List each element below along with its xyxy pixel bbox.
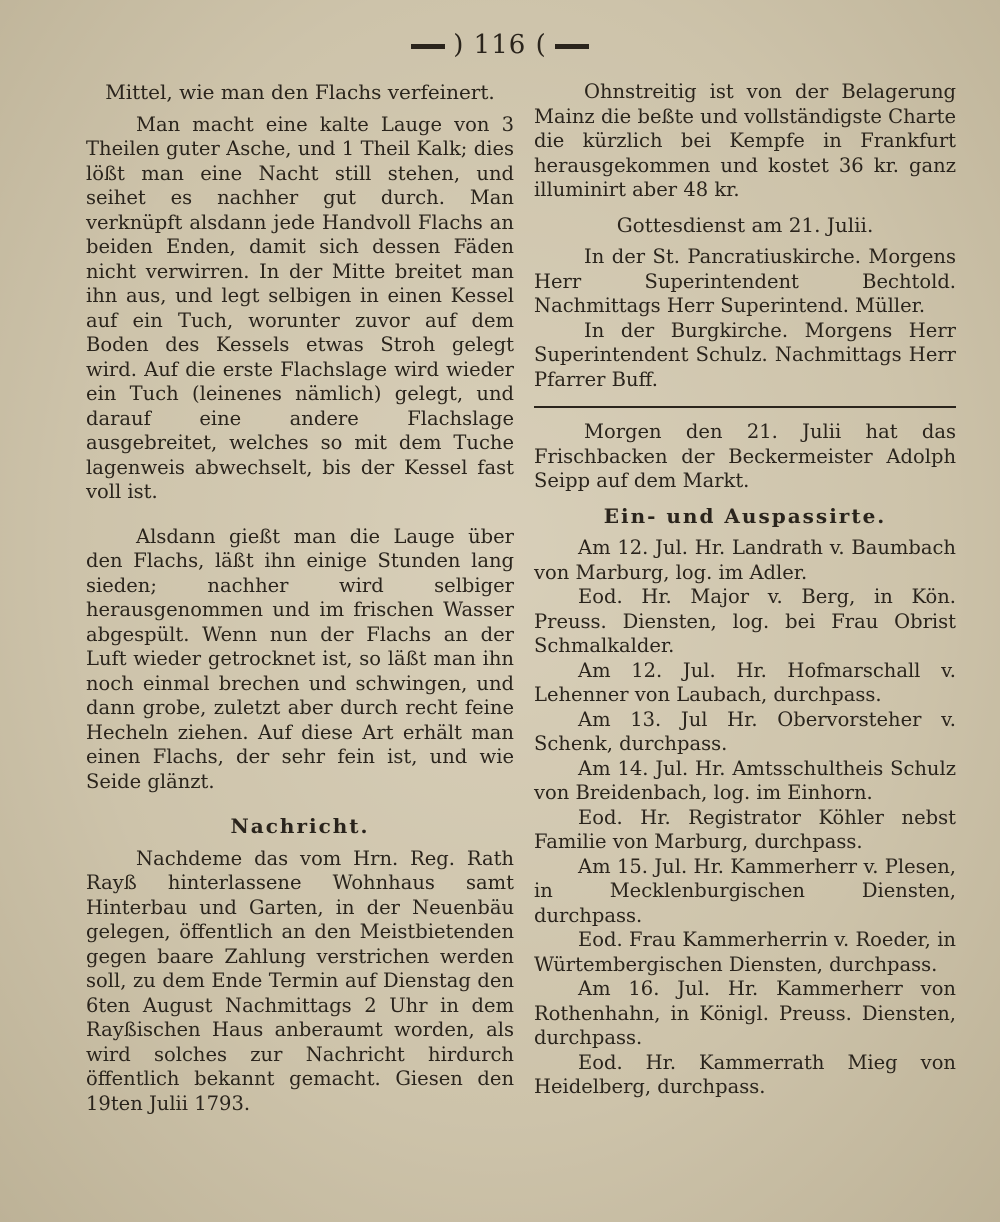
notice-text: Nachdeme das vom Hrn. Reg. Rath Rayß hinterlassene Wohnhaus samt Hinterbau und Garten, in der Neuenbäu gelegen, öffentlich an den Meistbietenden gegen baare Zahlung verstrichen werden soll, zu dem Ende Termin auf Dienstag den 6ten August Nachmittags 2 Uhr in dem Rayßischen Haus anberaumt worden, als wird solches zur Nachricht hirdurch öffentlich bekannt gemacht. Giesen den 19ten Julii 1793. <box>86 846 514 1115</box>
right-column <box>534 80 956 1100</box>
flax-paragraph-2: Alsdann gießt man die Lauge über den Flachs, läßt ihn einige Stunden lang sieden; nachher wird selbiger herausgenommen und im frischen Wasser abgespült. Wenn nun der Flachs an der Luft wieder getrocknet ist, so läßt man ihn noch einmal brechen und schwingen, und dann grobe, zuletzt aber durch recht feine Hecheln ziehen. Auf diese Art erhält man einen Flachs, der sehr fein ist, und wie Seide glänzt. <box>86 524 514 793</box>
header-dash-left <box>411 44 445 49</box>
service-paragraph-2: In der Burgkirche. Morgens Herr Superintendent Schulz. Nachmittags Herr Pfarrer Buff. <box>534 318 956 391</box>
section-divider <box>534 406 956 408</box>
service-paragraph-1: In der St. Pancratiuskirche. Morgens Herr Superintendent Bechtold. Nachmittags Herr Superintend. Müller. <box>534 245 956 317</box>
service-title: Gottesdienst am 21. Julii. <box>616 212 874 237</box>
traveller-entry: Am 13. Jul Hr. Obervorsteher v. Schenk, durchpass. <box>534 707 956 755</box>
traveller-entry: Am 12. Jul. Hr. Landrath v. Baumbach von Marburg, log. im Adler. <box>534 536 956 584</box>
traveller-entry: Eod. Hr. Kammerrath Mieg von Heidelberg, durchpass. <box>534 1050 956 1098</box>
left-column <box>86 80 514 1116</box>
header-dash-right <box>555 44 589 49</box>
page-number: ) 116 ( <box>453 30 547 60</box>
map-notice: Ohnstreitig ist von der Belagerung Mainz die beßte und vollständigste Charte die kürzlich bei Kempfe in Frankfurt herausgekommen und kostet 36 kr. ganz illuminirt aber 48 kr. <box>534 80 956 201</box>
flax-article-title: Mittel, wie man den Flachs verfeinert. <box>105 80 495 104</box>
traveller-entry: Am 15. Jul. Hr. Kammerherr v. Plesen, in Mecklenburgischen Diensten, durchpass. <box>534 854 956 927</box>
bakery-notice: Morgen den 21. Julii hat das Frischbacken der Beckermeister Adolph Seipp auf dem Markt. <box>534 420 956 492</box>
traveller-entry: Am 14. Jul. Hr. Amtsschultheis Schulz von Breidenbach, log. im Einhorn. <box>534 756 956 804</box>
flax-paragraph-1: Man macht eine kalte Lauge von 3 Theilen guter Asche, und 1 Theil Kalk; dies lößt man eine Nacht still stehen, und seihet es nachher gut durch. Man verknüpft alsdann jede Handvoll Flachs an beiden Enden, damit sich dessen Fäden nicht verwirren. In der Mitte breitet man ihn aus, und legt selbigen in einen Kessel auf ein Tuch, worunter zuvor auf dem Boden des Kessels etwas Stroh gelegt wird. Auf die erste Flachslage wird wieder ein Tuch (leinenes nämlich) gelegt, und darauf eine andere Flachslage ausgebreitet, welches so mit dem Tuche lagenweis abwechselt, bis der Kessel fast voll ist. <box>86 112 514 503</box>
page-header <box>0 30 1000 60</box>
travellers-title: Ein- und Auspassirte. <box>603 503 887 528</box>
traveller-entry: Am 12. Jul. Hr. Hofmarschall v. Lehenner von Laubach, durchpass. <box>534 658 956 706</box>
traveller-entry: Eod. Hr. Major v. Berg, in Kön. Preuss. Diensten, log. bei Frau Obrist Schmalkalder. <box>534 585 956 657</box>
traveller-entry: Eod. Hr. Registrator Köhler nebst Familie von Marburg, durchpass. <box>534 805 956 853</box>
traveller-entry: Eod. Frau Kammerherrin v. Roeder, in Würtembergischen Diensten, durchpass. <box>534 928 956 976</box>
notice-title: Nachricht. <box>230 814 370 838</box>
traveller-entry: Am 16. Jul. Hr. Kammerherr von Rothenhahn, in Königl. Preuss. Diensten, durchpass. <box>534 977 956 1049</box>
